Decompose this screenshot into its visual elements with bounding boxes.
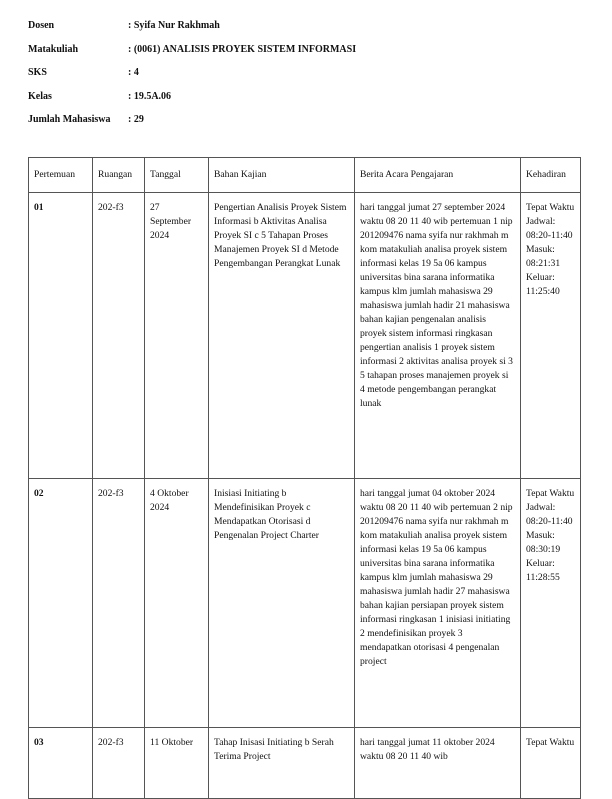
cell-tanggal: 27 September 2024	[145, 193, 209, 479]
kelas-label: Kelas	[28, 90, 52, 102]
sks-label: SKS	[28, 67, 47, 78]
cell-kehadiran: Tepat Waktu	[521, 728, 581, 799]
cell-kehadiran: Tepat Waktu Jadwal: 08:20-11:40 Masuk: 08:21:31 Keluar: 11:25:40	[521, 193, 581, 479]
header-kehadiran: Kehadiran	[521, 158, 581, 193]
dosen-value: : Syifa Nur Rakhmah	[128, 20, 220, 31]
info-row-jumlah	[28, 114, 356, 138]
table-header-row	[29, 158, 581, 193]
cell-bahan-kajian: Pengertian Analisis Proyek Sistem Informasi b Aktivitas Analisa Proyek SI c 5 Tahapan Proses Manajemen Proyek SI d Metode Pengembangan Perangkat Lunak	[209, 193, 355, 479]
cell-ruangan: 202-f3	[93, 479, 145, 728]
jumlah-label: Jumlah Mahasiswa	[28, 114, 111, 125]
cell-kehadiran: Tepat Waktu Jadwal: 08:20-11:40 Masuk: 08:30:19 Keluar: 11:28:55	[521, 479, 581, 728]
jumlah-value: : 29	[128, 114, 144, 125]
header-ruangan: Ruangan	[93, 158, 145, 193]
sks-value: : 4	[128, 67, 139, 78]
cell-pertemuan: 03	[29, 728, 93, 799]
matakuliah-value: : (0061) ANALISIS PROYEK SISTEM INFORMASI	[128, 43, 357, 55]
cell-pertemuan: 01	[29, 193, 93, 479]
cell-bahan-kajian: Inisiasi Initiating b Mendefinisikan Proyek c Mendapatkan Otorisasi d Pengenalan Project Charter	[209, 479, 355, 728]
info-row-kelas	[28, 91, 356, 115]
table-row	[29, 193, 581, 479]
schedule-table	[28, 157, 581, 799]
cell-pertemuan: 02	[29, 479, 93, 728]
header-tanggal: Tanggal	[145, 158, 209, 193]
cell-berita-acara: hari tanggal jumat 04 oktober 2024 waktu 08 20 11 40 wib pertemuan 2 nip 201209476 nama syifa nur rakhmah m kom matakuliah analisa proyek sistem informasi kelas 19 5a 06 kampus universitas bina sarana informatika kampus klm jumlah mahasiswa 29 mahasiswa jumlah hadir 27 mahasiswa bahan kajian persiapan proyek sistem informasi ringkasan 1 inisiasi initiating 2 mendefinisikan proyek 3 mendapatkan otorisasi 4 pengenalan project	[355, 479, 521, 728]
cell-ruangan: 202-f3	[93, 193, 145, 479]
dosen-label: Dosen	[28, 20, 55, 31]
matakuliah-label: Matakuliah	[28, 43, 79, 55]
table-row	[29, 479, 581, 728]
table-row	[29, 728, 581, 799]
cell-ruangan: 202-f3	[93, 728, 145, 799]
header-berita-acara: Berita Acara Pengajaran	[355, 158, 521, 193]
cell-berita-acara: hari tanggal jumat 11 oktober 2024 waktu 08 20 11 40 wib	[355, 728, 521, 799]
cell-tanggal: 11 Oktober	[145, 728, 209, 799]
kelas-value: : 19.5A.06	[128, 90, 172, 102]
info-row-dosen	[28, 20, 356, 44]
course-info	[28, 20, 356, 138]
cell-berita-acara: hari tanggal jumat 27 september 2024 waktu 08 20 11 40 wib pertemuan 1 nip 201209476 nama syifa nur rakhmah m kom matakuliah analisa proyek sistem informasi kelas 19 5a 06 kampus universitas bina sarana informatika kampus klm jumlah mahasiswa 29 mahasiswa jumlah hadir 21 mahasiswa bahan kajian pengenalan analisis proyek sistem informasi ringkasan pengertian analisis 1 proyek sistem informasi 2 aktivitas analisa proyek si 3 5 tahapan proses manajemen proyek si 4 metode pengembangan perangkat lunak	[355, 193, 521, 479]
cell-tanggal: 4 Oktober 2024	[145, 479, 209, 728]
info-row-matakuliah	[28, 44, 356, 68]
header-bahan-kajian: Bahan Kajian	[209, 158, 355, 193]
info-row-sks	[28, 67, 356, 91]
header-pertemuan: Pertemuan	[29, 158, 93, 193]
cell-bahan-kajian: Tahap Inisasi Initiating b Serah Terima Project	[209, 728, 355, 799]
